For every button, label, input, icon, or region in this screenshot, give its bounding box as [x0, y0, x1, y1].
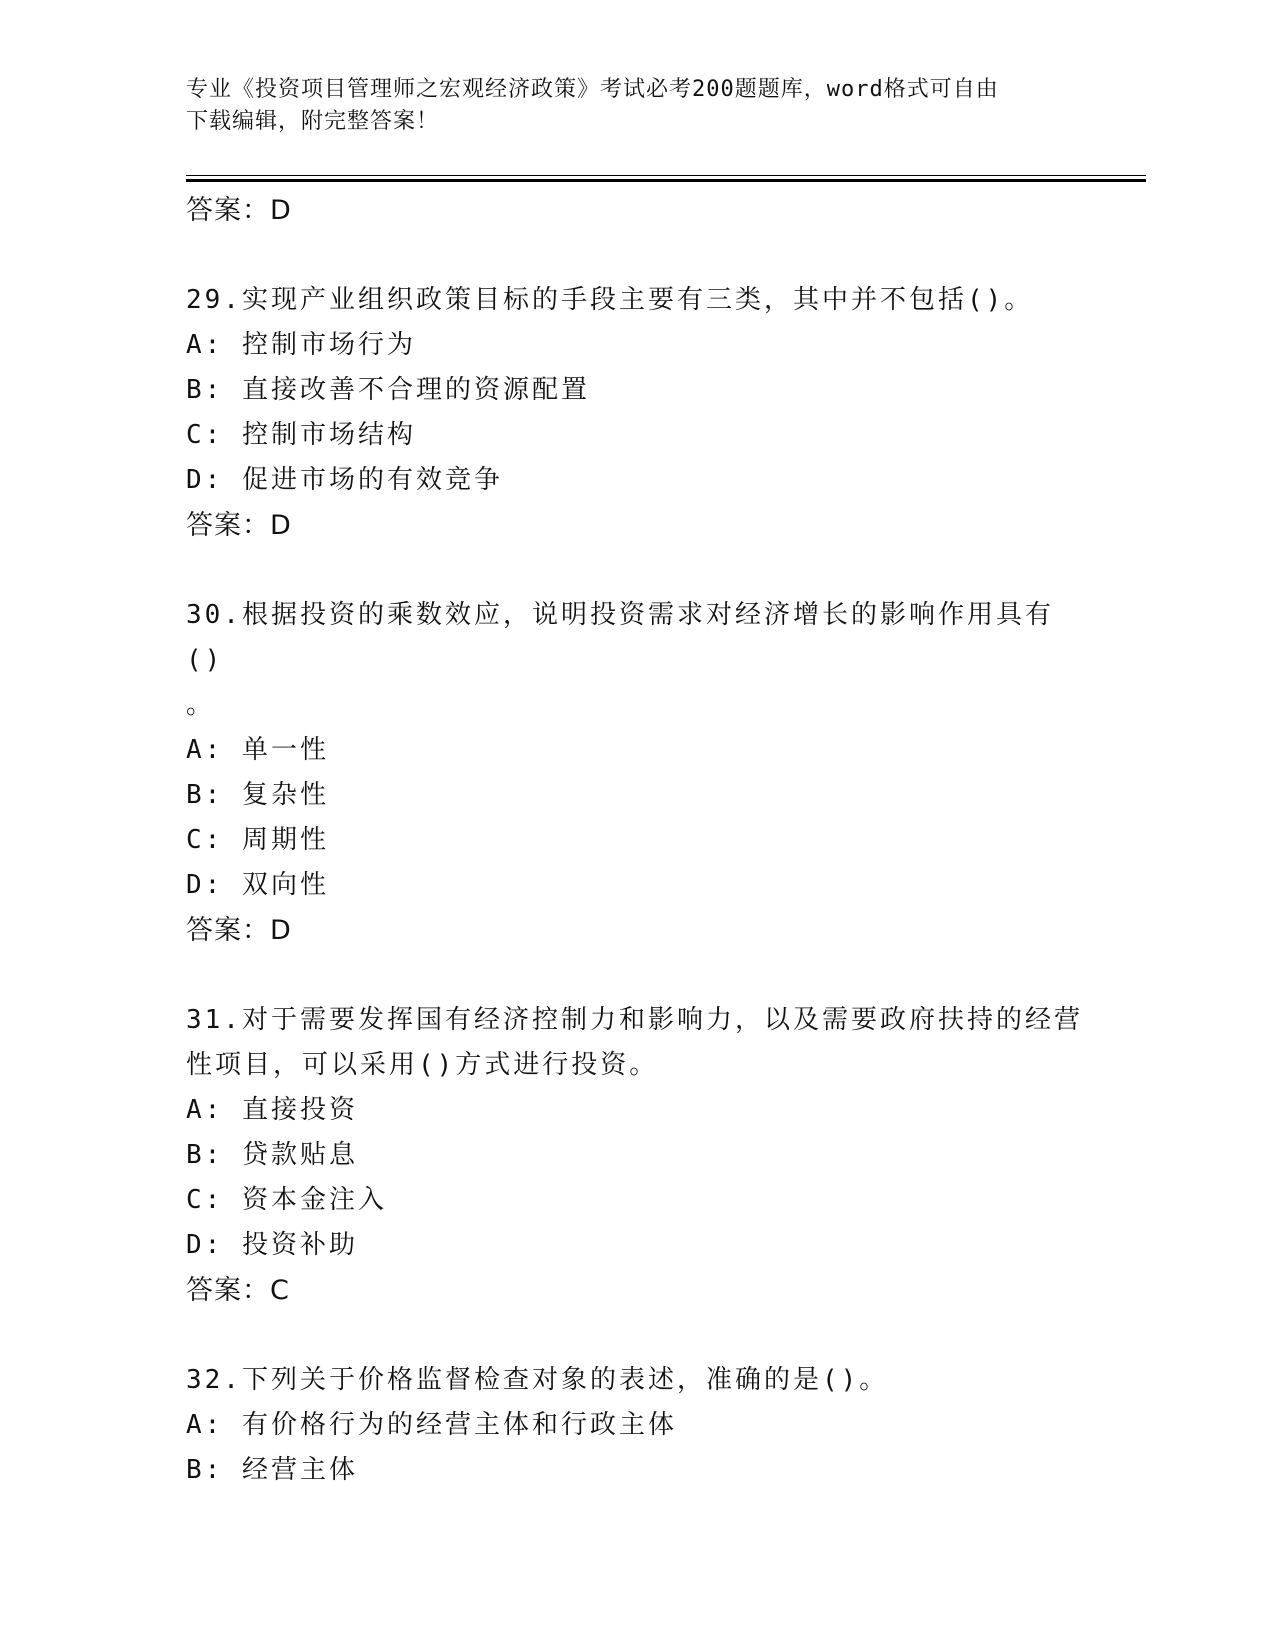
answer-line: 答案：D	[186, 195, 292, 226]
spacer	[186, 953, 1086, 998]
option-c: C: 周期性	[186, 825, 329, 855]
question-32	[186, 1358, 1086, 1493]
question-stem: 32.下列关于价格监督检查对象的表述，准确的是()。	[186, 1365, 889, 1395]
header-line-1: 专业《投资项目管理师之宏观经济政策》考试必考200题题库，word格式可自由	[186, 77, 999, 102]
option-b: B: 贷款贴息	[186, 1140, 358, 1170]
answer-line: 答案：C	[186, 1275, 290, 1306]
option-c: C: 控制市场结构	[186, 420, 416, 450]
page-header	[186, 74, 1066, 138]
spacer	[186, 233, 1086, 278]
option-d: D: 促进市场的有效竞争	[186, 465, 503, 495]
option-b: B: 复杂性	[186, 780, 329, 810]
header-rule-thin	[186, 175, 1146, 176]
header-line-2: 下载编辑，附完整答案！	[186, 109, 440, 134]
question-31	[186, 998, 1086, 1313]
question-29	[186, 278, 1086, 548]
option-c: C: 资本金注入	[186, 1185, 387, 1215]
question-stem: 30.根据投资的乘数效应，说明投资需求对经济增长的影响作用具有()	[186, 600, 1054, 675]
option-d: D: 投资补助	[186, 1230, 358, 1260]
option-b: B: 直接改善不合理的资源配置	[186, 375, 590, 405]
question-stem-continued: 性项目，可以采用()方式进行投资。	[186, 1050, 659, 1080]
option-a: A: 直接投资	[186, 1095, 358, 1125]
option-a: A: 单一性	[186, 735, 329, 765]
option-a: A: 有价格行为的经营主体和行政主体	[186, 1410, 677, 1440]
question-list	[186, 188, 1086, 1493]
question-stem: 29.实现产业组织政策目标的手段主要有三类，其中并不包括()。	[186, 285, 1034, 315]
option-b: B: 经营主体	[186, 1455, 358, 1485]
header-rule-thick	[186, 179, 1146, 182]
option-a: A: 控制市场行为	[186, 330, 416, 360]
question-stem-continued: 。	[186, 690, 216, 720]
question-30	[186, 593, 1086, 953]
answer-line: 答案：D	[186, 510, 292, 541]
question-stem: 31.对于需要发挥国有经济控制力和影响力，以及需要政府扶持的经营	[186, 1005, 1083, 1035]
option-d: D: 双向性	[186, 870, 329, 900]
spacer	[186, 1313, 1086, 1358]
spacer	[186, 548, 1086, 593]
answer-line: 答案：D	[186, 915, 292, 946]
